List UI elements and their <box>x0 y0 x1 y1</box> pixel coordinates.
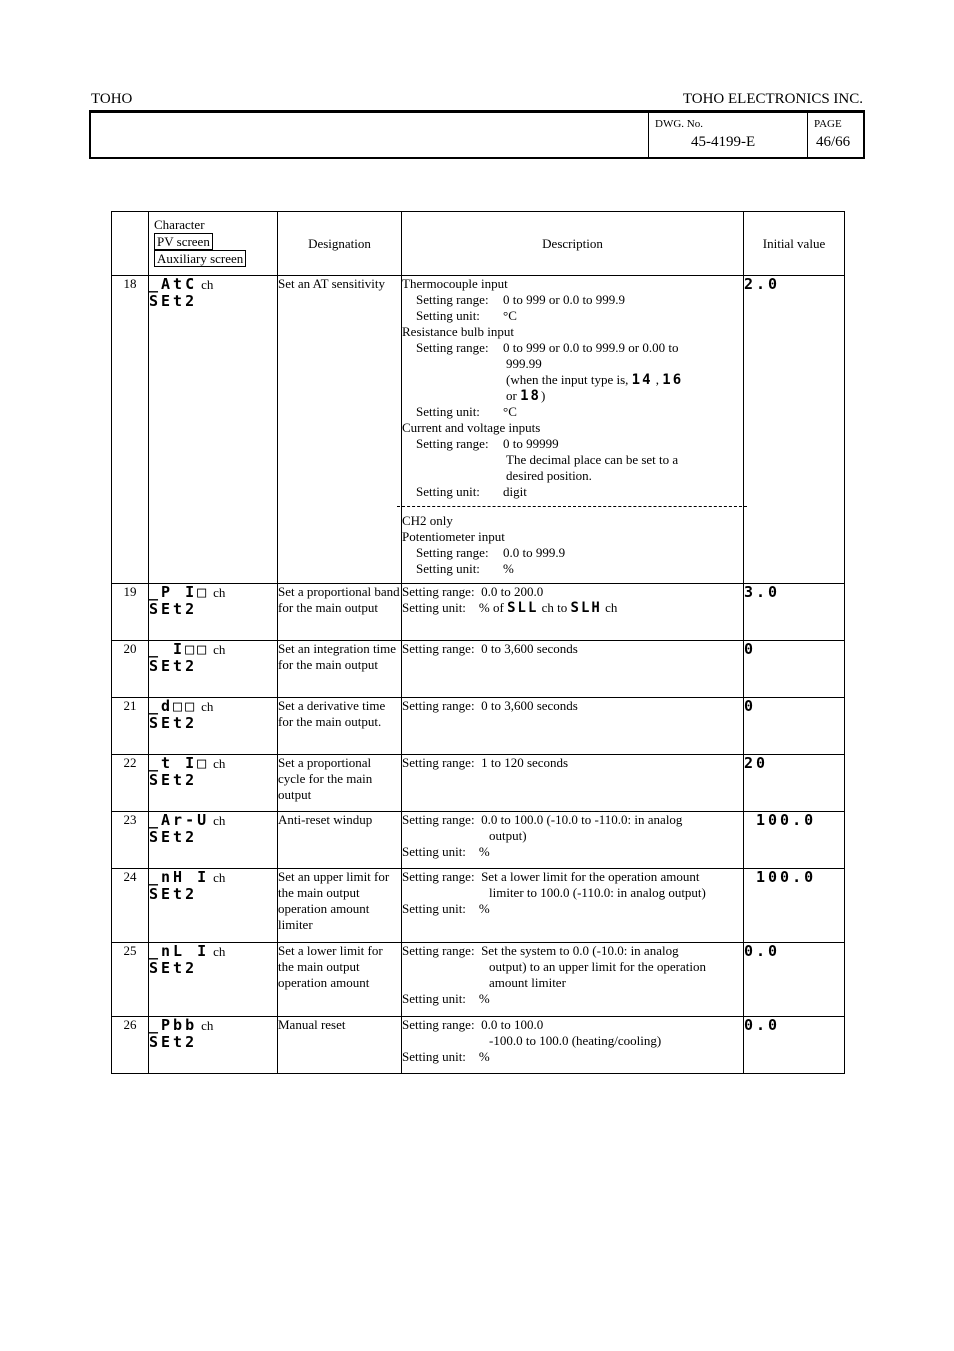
desc-value: 0 to 3,600 seconds <box>481 698 578 713</box>
character-cell <box>149 584 278 641</box>
desc-label: Setting range: <box>402 755 475 770</box>
ch-suffix: ch <box>213 944 226 959</box>
param-code: SLH <box>570 600 602 616</box>
table-row <box>112 869 845 943</box>
ch-suffix: ch <box>213 642 226 657</box>
initial-value: 100.0 <box>744 812 845 869</box>
row-number: 22 <box>112 755 149 812</box>
character-cell <box>149 276 278 584</box>
aux-character: SEt2 <box>149 771 198 789</box>
desc-label: Setting unit: <box>402 844 466 859</box>
table-row <box>112 276 845 584</box>
description <box>402 276 744 584</box>
desc-value: 0.0 to 100.0 <box>481 1017 544 1032</box>
desc-value: 0.0 to 999.9 <box>503 545 566 560</box>
desc-value: °C <box>503 404 517 419</box>
header-company-short: TOHO <box>91 91 133 107</box>
ch-suffix: ch <box>201 277 214 292</box>
row-number: 25 <box>112 943 149 1017</box>
desc-label: Setting unit: <box>402 991 466 1006</box>
desc-note: The decimal place can be set to a <box>506 452 679 467</box>
dashed-divider <box>397 506 747 507</box>
row-number: 23 <box>112 812 149 869</box>
desc-label: Setting unit: <box>416 404 480 419</box>
row-number: 18 <box>112 276 149 584</box>
dwg-number: 45-4199-E <box>691 134 756 150</box>
description <box>402 943 744 1017</box>
desc-label: Setting unit: <box>416 484 480 499</box>
page-cell <box>807 113 864 157</box>
ch-suffix: ch <box>213 813 226 828</box>
desc-line: Potentiometer input <box>402 529 505 544</box>
desc-line: Thermocouple input <box>402 276 508 291</box>
row-number: 26 <box>112 1017 149 1074</box>
desc-value: 0.0 to 200.0 <box>481 584 544 599</box>
desc-value: 999.99 <box>506 356 542 371</box>
desc-value: % <box>478 844 490 859</box>
description <box>402 1017 744 1074</box>
header-character <box>149 212 278 276</box>
desc-note: (when the input type is, <box>506 372 629 387</box>
param-code: SLL <box>507 600 539 616</box>
pv-character: _AtC <box>149 275 198 293</box>
desc-value: % <box>478 901 490 916</box>
description <box>402 641 744 698</box>
aux-character: SEt2 <box>149 1033 198 1051</box>
ch-suffix: ch <box>213 756 226 771</box>
pv-character: _Ar-U <box>149 811 210 829</box>
header-number <box>112 212 149 276</box>
table-row <box>112 943 845 1017</box>
desc-value: °C <box>503 308 517 323</box>
desc-label: Setting unit: <box>402 600 466 615</box>
page-label: PAGE <box>814 118 842 130</box>
initial-value: 2.0 <box>744 276 845 584</box>
input-type-code: 16 <box>662 372 684 388</box>
row-number: 19 <box>112 584 149 641</box>
ch-suffix: ch <box>213 870 226 885</box>
desc-value: 0 to 999 or 0.0 to 999.9 or 0.00 to <box>503 340 679 355</box>
table-row <box>112 641 845 698</box>
desc-line: Current and voltage inputs <box>402 420 541 435</box>
desc-label: Setting unit: <box>416 308 480 323</box>
designation: Set an upper limit for the main output operation amount limiter <box>278 869 402 943</box>
character-cell <box>149 698 278 755</box>
desc-value: 0 to 99999 <box>503 436 559 451</box>
desc-value: ch <box>605 600 618 615</box>
ch-suffix: ch <box>201 699 214 714</box>
character-cell <box>149 943 278 1017</box>
initial-value: 20 <box>744 755 845 812</box>
pv-character: _nH I <box>149 868 210 886</box>
desc-value: % of <box>478 600 504 615</box>
page-number: 46/66 <box>816 134 851 150</box>
aux-character: SEt2 <box>149 292 198 310</box>
description <box>402 755 744 812</box>
designation: Set a lower limit for the main output operation amount <box>278 943 402 1017</box>
character-cell <box>149 641 278 698</box>
aux-character: SEt2 <box>149 657 198 675</box>
ch-suffix: ch <box>201 1018 214 1033</box>
description <box>402 698 744 755</box>
pv-character: _t I□ <box>149 754 210 772</box>
dwg-label: DWG. No. <box>655 118 703 130</box>
desc-value: output) <box>489 828 527 843</box>
input-type-code: 18 <box>520 388 541 404</box>
desc-label: Setting range: <box>402 698 475 713</box>
designation: Set an AT sensitivity <box>278 276 402 584</box>
parameter-table <box>111 211 845 1074</box>
desc-value: digit <box>503 484 527 499</box>
pv-character: _ I□□ <box>149 640 210 658</box>
desc-value: % <box>478 1049 490 1064</box>
description <box>402 584 744 641</box>
row-number: 24 <box>112 869 149 943</box>
desc-label: Setting unit: <box>416 561 480 576</box>
desc-note: desired position. <box>506 468 592 483</box>
initial-value: 0.0 <box>744 1017 845 1074</box>
header-designation: Designation <box>278 212 402 276</box>
input-type-code: 14 <box>631 372 653 388</box>
character-cell <box>149 1017 278 1074</box>
desc-label: Setting range: <box>402 641 475 656</box>
description <box>402 869 744 943</box>
initial-value: 3.0 <box>744 584 845 641</box>
character-cell <box>149 869 278 943</box>
desc-value: 0 to 999 or 0.0 to 999.9 <box>503 292 626 307</box>
desc-label: Setting unit: <box>402 1049 466 1064</box>
desc-label: Setting range: <box>416 340 489 355</box>
table-row <box>112 755 845 812</box>
desc-value: % <box>478 991 490 1006</box>
header-company-full: TOHO ELECTRONICS INC. <box>682 91 863 107</box>
row-number: 20 <box>112 641 149 698</box>
aux-character: SEt2 <box>149 600 198 618</box>
pv-character: _Pbb <box>149 1016 198 1034</box>
desc-value: amount limiter <box>489 975 566 990</box>
table-row <box>112 698 845 755</box>
header-character-label: Character <box>154 217 205 232</box>
aux-character: SEt2 <box>149 828 198 846</box>
pv-character: _nL I <box>149 942 210 960</box>
desc-label: Setting range: <box>416 436 489 451</box>
desc-value: limiter to 100.0 (-110.0: in analog output) <box>489 885 706 900</box>
initial-value: 100.0 <box>744 869 845 943</box>
desc-label: Setting range: <box>416 292 489 307</box>
desc-value: 0.0 to 100.0 (-10.0 to -110.0: in analog <box>481 812 683 827</box>
desc-label: Setting range: <box>402 869 475 884</box>
desc-note: or <box>506 388 517 403</box>
desc-line: Resistance bulb input <box>402 324 514 339</box>
desc-label: Setting range: <box>402 943 475 958</box>
desc-label: Setting unit: <box>402 901 466 916</box>
initial-value: 0.0 <box>744 943 845 1017</box>
designation: Set a proportional band for the main output <box>278 584 402 641</box>
desc-label: Setting range: <box>416 545 489 560</box>
designation: Anti-reset windup <box>278 812 402 869</box>
designation: Set an integration time for the main output <box>278 641 402 698</box>
initial-value: 0 <box>744 698 845 755</box>
desc-note: ) <box>540 388 546 403</box>
desc-value: % <box>503 561 514 576</box>
description <box>402 812 744 869</box>
desc-label: Setting range: <box>402 584 475 599</box>
aux-character: SEt2 <box>149 885 198 903</box>
table-row <box>112 584 845 641</box>
header-initial-value: Initial value <box>744 212 845 276</box>
designation: Set a proportional cycle for the main output <box>278 755 402 812</box>
desc-value: 1 to 120 seconds <box>481 755 569 770</box>
desc-value: -100.0 to 100.0 (heating/cooling) <box>489 1033 662 1048</box>
designation: Manual reset <box>278 1017 402 1074</box>
aux-character: SEt2 <box>149 714 198 732</box>
aux-character: SEt2 <box>149 959 198 977</box>
table-header-row <box>112 212 845 276</box>
title-block <box>89 110 865 159</box>
desc-line: CH2 only <box>402 513 453 528</box>
designation: Set a derivative time for the main output. <box>278 698 402 755</box>
pv-character: _P I□ <box>149 583 210 601</box>
header-description: Description <box>402 212 744 276</box>
character-cell <box>149 755 278 812</box>
dwg-number-cell <box>648 113 807 157</box>
pv-character: _d□□ <box>149 697 198 715</box>
desc-label: Setting range: <box>402 812 475 827</box>
header-pv-screen: PV screen <box>154 233 213 250</box>
desc-note: , <box>655 372 660 387</box>
desc-value: Set a lower limit for the operation amount <box>481 869 700 884</box>
desc-value: output) to an upper limit for the operation <box>489 959 706 974</box>
table-row <box>112 1017 845 1074</box>
ch-suffix: ch <box>213 585 226 600</box>
initial-value: 0 <box>744 641 845 698</box>
desc-value: 0 to 3,600 seconds <box>481 641 578 656</box>
table-row <box>112 812 845 869</box>
desc-value: ch to <box>541 600 568 615</box>
character-cell <box>149 812 278 869</box>
desc-label: Setting range: <box>402 1017 475 1032</box>
desc-value: Set the system to 0.0 (-10.0: in analog <box>481 943 679 958</box>
row-number: 21 <box>112 698 149 755</box>
header-aux-screen: Auxiliary screen <box>154 250 246 267</box>
